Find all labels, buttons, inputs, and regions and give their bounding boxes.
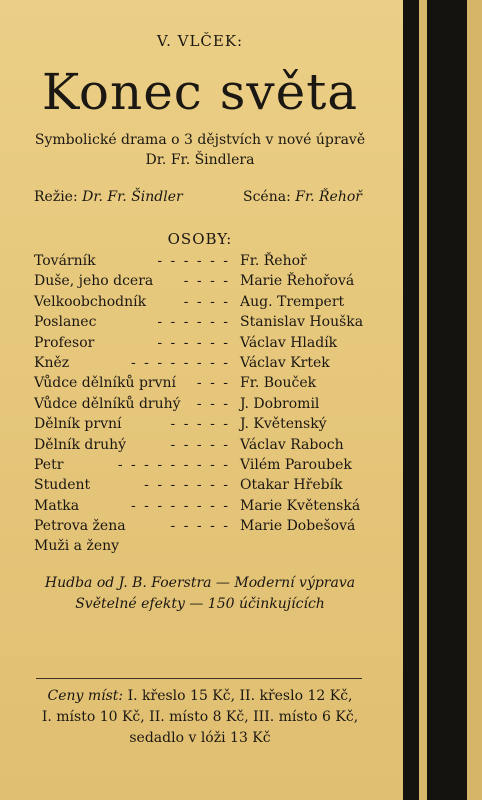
scene-value: Fr. Řehoř <box>295 189 362 205</box>
cast-role: Vůdce dělníků druhý <box>34 395 181 412</box>
divider-line <box>36 678 362 679</box>
cast-role: Student <box>34 477 91 494</box>
cast-role: Duše, jeho dcera <box>34 273 154 290</box>
cast-actor: Fr. Bouček <box>240 375 317 392</box>
black-stripe-right <box>427 0 467 800</box>
cast-role: Dělník první <box>34 416 122 433</box>
subtitle-line-1: Symbolické drama o 3 dějstvích v nové úpravě <box>34 132 366 148</box>
cast-role: Petrova žena <box>34 518 126 535</box>
cast-role: Velkoobchodník <box>34 293 147 310</box>
cast-actor: J. Dobromil <box>240 395 320 412</box>
cast-leader-dashes: - - - - <box>183 273 230 290</box>
cast-leader-dashes: - - - - - - <box>157 253 230 269</box>
cast-role: Kněz <box>34 354 70 371</box>
play-title: Konec světa <box>41 63 359 121</box>
cast-role: Vůdce dělníků první <box>34 375 176 392</box>
prices-label: Ceny míst: <box>47 688 124 704</box>
cast-leader-dashes: - - - <box>196 395 230 412</box>
cast-row <box>34 251 374 271</box>
cast-actor: Václav Krtek <box>240 354 330 371</box>
cast-role: Továrník <box>34 253 96 269</box>
black-stripe-left <box>403 0 419 800</box>
cast-actor: Otakar Hřebík <box>240 477 343 494</box>
page-edge <box>467 0 482 800</box>
production-line-1: Hudba od J. B. Foerstra — Moderní výprava <box>44 575 356 591</box>
scene-credit <box>243 189 362 205</box>
cast-actor: Aug. Trempert <box>240 293 345 310</box>
cast-row <box>34 312 374 332</box>
author-name: V. VLČEK: <box>156 32 244 50</box>
direction-label: Režie: <box>34 189 78 205</box>
cast-leader-dashes: - - - - - - - - <box>131 497 230 514</box>
cast-heading: OSOBY: <box>167 230 233 248</box>
cast-leader-dashes: - - - - - <box>170 518 230 535</box>
prices-line-1-text: I. křeslo 15 Kč, II. křeslo 12 Kč, <box>127 688 353 704</box>
cast-actor: Marie Květenská <box>240 497 361 514</box>
prices-line-2: I. místo 10 Kč, II. místo 8 Kč, III. místo 6 Kč, <box>41 709 359 725</box>
cast-leader-dashes: - - - - - <box>170 436 230 453</box>
cast-leader-dashes: - - - <box>196 375 230 392</box>
cast-row <box>34 271 374 291</box>
cast-leader-dashes: - - - - - - - <box>144 477 230 494</box>
cast-leader-dashes: - - - - <box>183 293 230 310</box>
direction-credit <box>34 189 183 205</box>
cast-role: Poslanec <box>34 314 97 331</box>
cast-row <box>34 536 374 556</box>
stripe-gap <box>419 0 427 800</box>
cast-row <box>34 414 374 434</box>
cast-actor: Marie Řehořová <box>240 273 355 290</box>
cast-list <box>34 251 374 557</box>
scene-label: Scéna: <box>243 189 291 205</box>
cast-role: Matka <box>34 497 80 514</box>
cast-actor: Marie Dobešová <box>240 518 356 535</box>
cast-role: Muži a ženy <box>34 538 120 555</box>
cast-role: Petr <box>34 456 64 473</box>
cast-row <box>34 516 374 536</box>
cast-row <box>34 373 374 393</box>
cast-leader-dashes: - - - - - - - - <box>131 354 230 371</box>
cast-actor: Fr. Řehoř <box>240 253 307 269</box>
cast-row <box>34 475 374 495</box>
cast-leader-dashes: - - - - - - <box>157 314 230 331</box>
ticket-prices <box>0 686 400 749</box>
cast-row <box>34 353 374 373</box>
prices-line-1 <box>0 686 400 707</box>
cast-role: Profesor <box>34 334 95 351</box>
cast-role: Dělník druhý <box>34 436 127 453</box>
cast-row <box>34 292 374 312</box>
cast-row <box>34 435 374 455</box>
cast-actor: Vilém Paroubek <box>240 456 352 473</box>
cast-leader-dashes: - - - - - - <box>157 334 230 351</box>
production-line-2: Světelné efekty — 150 účinkujících <box>75 596 325 612</box>
cast-row <box>34 394 374 414</box>
direction-value: Dr. Fr. Šindler <box>82 189 183 205</box>
cast-actor: Stanislav Houška <box>240 314 364 331</box>
cast-actor: Václav Hladík <box>240 334 338 351</box>
cast-row <box>34 333 374 353</box>
subtitle-line-2: Dr. Fr. Šindlera <box>145 152 255 168</box>
prices-line-3: sedadlo v lóži 13 Kč <box>129 730 271 746</box>
production-notes <box>0 573 400 615</box>
cast-leader-dashes: - - - - - - - - - <box>117 456 230 473</box>
cast-leader-dashes: - - - - - <box>170 416 230 433</box>
play-subtitle <box>0 130 400 170</box>
cast-actor: Václav Raboch <box>240 436 344 453</box>
cast-actor: J. Květenský <box>240 416 327 433</box>
cast-row <box>34 496 374 516</box>
cast-row <box>34 455 374 475</box>
